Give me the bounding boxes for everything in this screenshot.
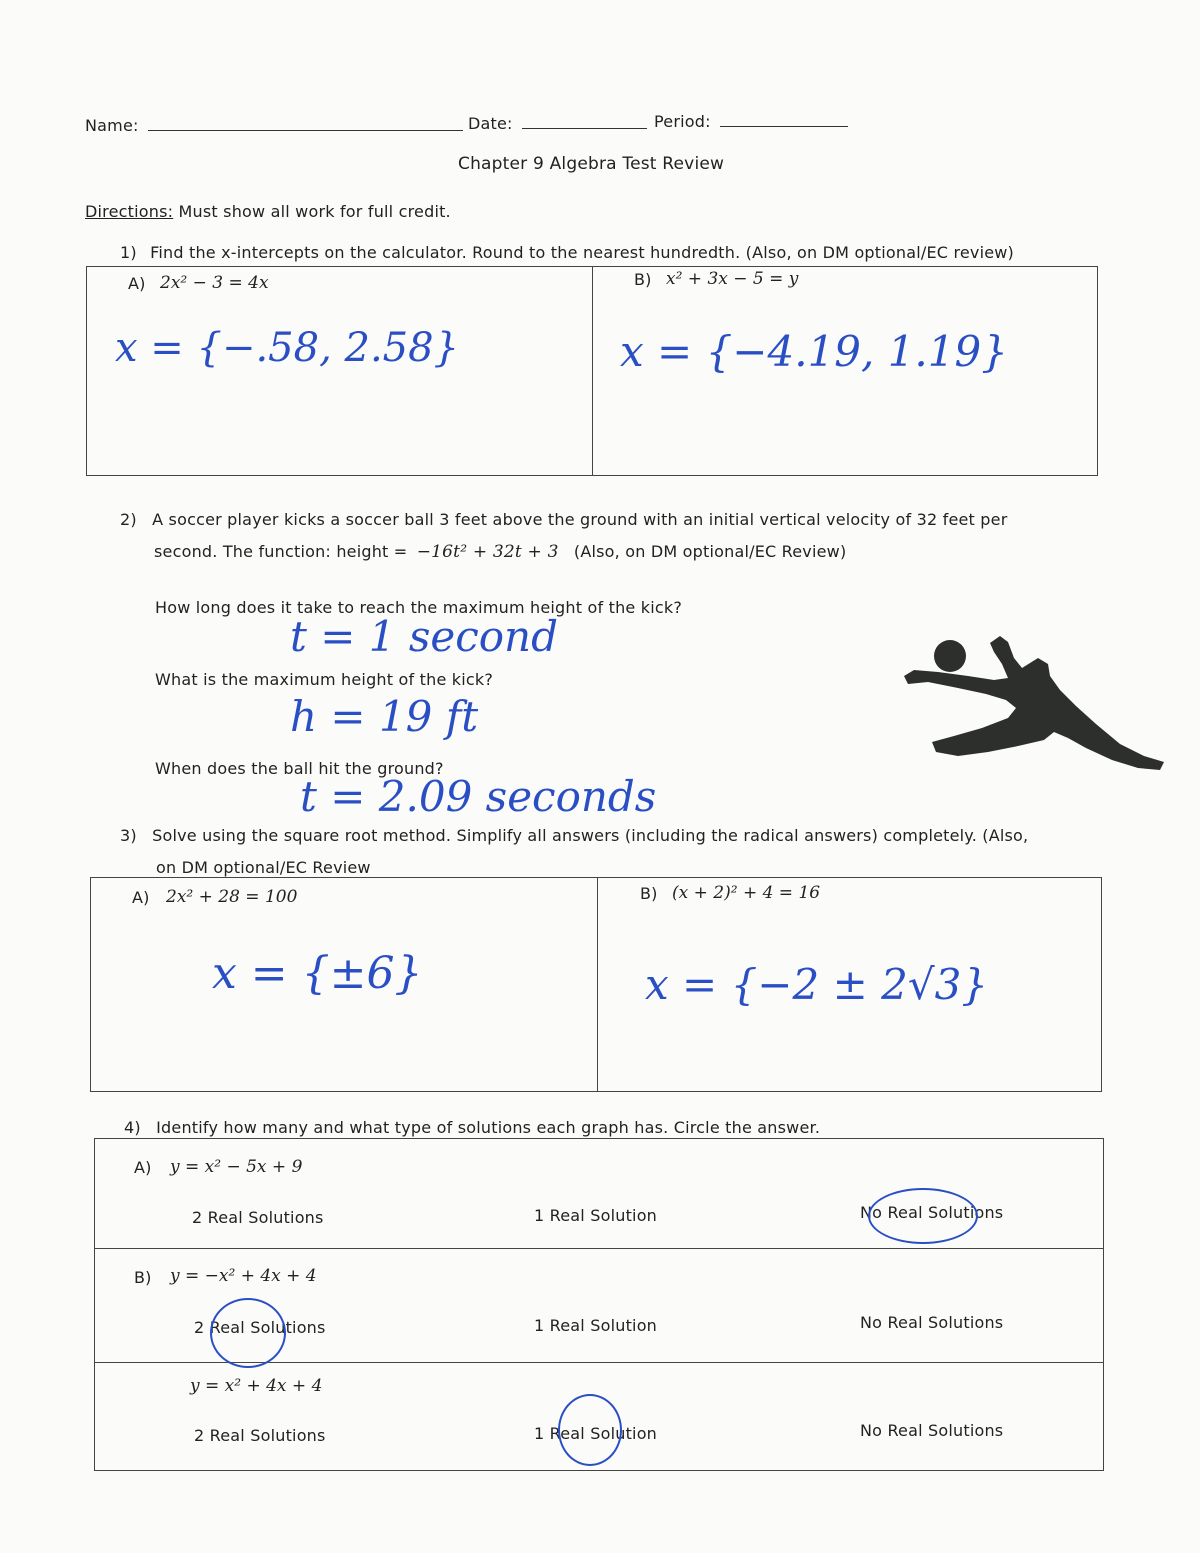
q3a-handwritten-answer: x = {±6} <box>212 948 423 999</box>
q3-line1 <box>120 826 1028 845</box>
q4c-option-no-real[interactable]: No Real Solutions <box>860 1421 1004 1440</box>
q4a-equation: y = x² − 5x + 9 <box>170 1157 303 1177</box>
q2-line2 <box>154 542 846 562</box>
name-blank[interactable] <box>148 130 463 131</box>
q2-text-1: A soccer player kicks a soccer ball 3 feet above the ground with an initial vertical velocity of 32 feet per <box>152 510 1008 529</box>
q4a-option-no-real[interactable]: No Real Solutions <box>860 1203 1004 1222</box>
q4b-option-no-real[interactable]: No Real Solutions <box>860 1313 1004 1332</box>
q4c-equation: y = x² + 4x + 4 <box>190 1376 323 1396</box>
name-label: Name: <box>85 116 139 135</box>
q4a-answer-circle <box>868 1188 978 1244</box>
q2b-handwritten-answer: h = 19 ft <box>290 692 479 741</box>
q4b-equation: y = −x² + 4x + 4 <box>170 1266 317 1286</box>
q4c-option-two-real[interactable]: 2 Real Solutions <box>194 1426 326 1445</box>
directions-label: Directions: <box>85 202 174 221</box>
directions-text: Must show all work for full credit. <box>178 202 451 221</box>
q4a-option-two-real[interactable]: 2 Real Solutions <box>192 1208 324 1227</box>
q1-divider <box>592 266 593 476</box>
q1-prompt <box>120 243 1014 262</box>
period-blank[interactable] <box>720 126 848 127</box>
q2-function: −16t² + 32t + 3 <box>416 542 559 562</box>
q2-text-2: second. The function: height = <box>154 542 408 561</box>
soccer-player-silhouette-icon <box>898 628 1168 778</box>
q2-tail: (Also, on DM optional/EC Review) <box>573 542 847 561</box>
q1b-handwritten-answer: x = {−4.19, 1.19} <box>620 327 1008 376</box>
q3a-label: A) <box>132 888 150 907</box>
q4a-option-one-real[interactable]: 1 Real Solution <box>534 1206 658 1225</box>
date-blank[interactable] <box>522 128 647 129</box>
q2-line1 <box>120 510 1007 529</box>
q1b-equation: x² + 3x − 5 = y <box>666 269 799 289</box>
q1-text: Find the x-intercepts on the calculator. Round to the nearest hundredth. (Also, on DM optional/EC review) <box>150 243 1014 262</box>
q2c-question: When does the ball hit the ground? <box>155 759 444 778</box>
q3b-equation: (x + 2)² + 4 = 16 <box>672 883 821 903</box>
q1-number: 1) <box>120 243 137 262</box>
q4b-label: B) <box>134 1268 152 1287</box>
name-field <box>85 116 463 135</box>
q1a-equation: 2x² − 3 = 4x <box>160 273 269 293</box>
q1a-handwritten-answer: x = {−.58, 2.58} <box>115 325 460 371</box>
page-title: Chapter 9 Algebra Test Review <box>458 154 725 174</box>
q3-divider <box>597 877 598 1092</box>
q3-text-1: Solve using the square root method. Simplify all answers (including the radical answers) completely. (Also, <box>152 826 1029 845</box>
q2-number: 2) <box>120 510 137 529</box>
q1b-label: B) <box>634 270 652 289</box>
q4-row-divider-1 <box>94 1248 1104 1249</box>
q1a-label: A) <box>128 274 146 293</box>
q2c-handwritten-answer: t = 2.09 seconds <box>300 772 657 821</box>
q4-text: Identify how many and what type of solutions each graph has. Circle the answer. <box>156 1118 821 1137</box>
date-label: Date: <box>468 114 513 133</box>
q4-prompt <box>124 1118 820 1137</box>
q4c-answer-circle <box>558 1394 622 1466</box>
date-field <box>468 114 647 133</box>
q2b-question: What is the maximum height of the kick? <box>155 670 494 689</box>
q4a-label: A) <box>134 1158 152 1177</box>
q4b-option-one-real[interactable]: 1 Real Solution <box>534 1316 658 1335</box>
directions <box>85 202 451 221</box>
q2a-question: How long does it take to reach the maximum height of the kick? <box>155 598 683 617</box>
q3b-label: B) <box>640 884 658 903</box>
period-field <box>654 112 848 131</box>
q4c-option-one-real[interactable]: 1 Real Solution <box>534 1424 658 1443</box>
q3a-equation: 2x² + 28 = 100 <box>166 887 298 907</box>
period-label: Period: <box>654 112 711 131</box>
q2a-handwritten-answer: t = 1 second <box>290 612 558 661</box>
q4b-option-two-real[interactable]: 2 Real Solutions <box>194 1318 326 1337</box>
q3b-handwritten-answer: x = {−2 ± 2√3} <box>645 960 989 1009</box>
q4b-answer-circle <box>210 1298 286 1368</box>
q4-number: 4) <box>124 1118 141 1137</box>
q3-text-2: on DM optional/EC Review <box>156 858 371 877</box>
q3-number: 3) <box>120 826 137 845</box>
